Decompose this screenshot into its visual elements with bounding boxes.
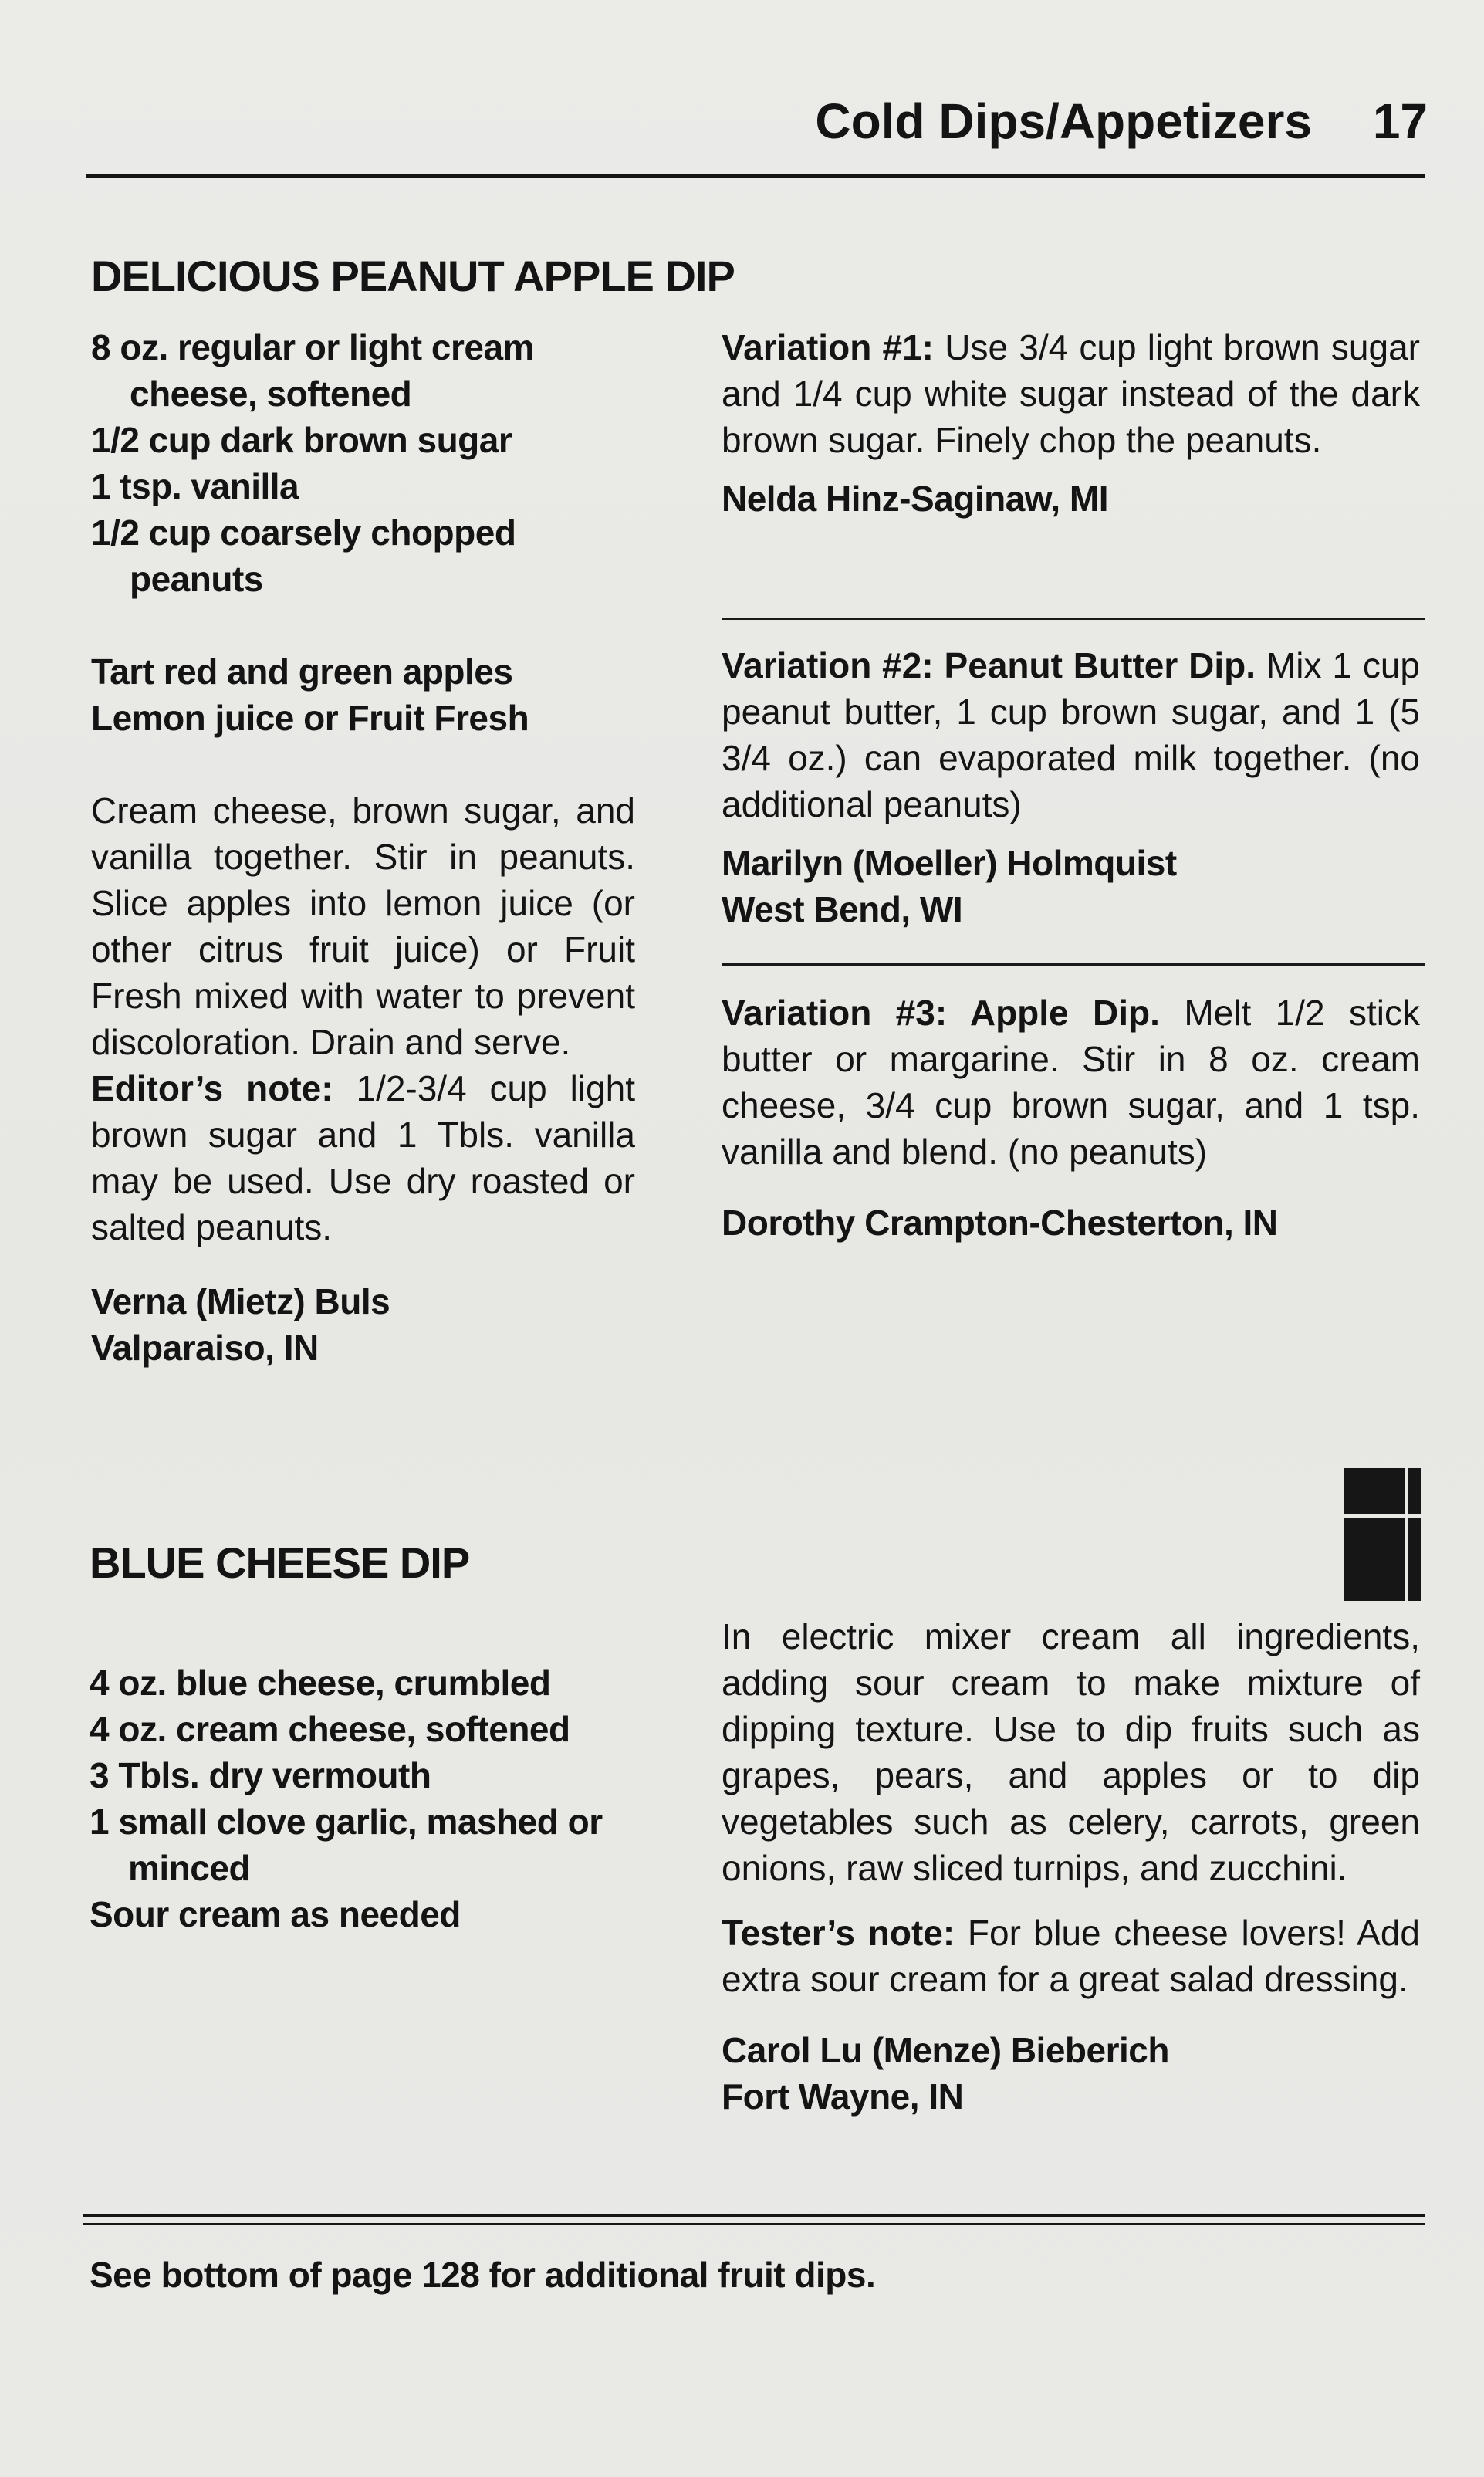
ingredient-item: 8 oz. regular or light cream cheese, softened [91,327,534,414]
variation-2-label: Variation #2: Peanut Butter Dip. [722,645,1256,685]
recipe-author [91,1278,647,1371]
variation-3-author: Dorothy Crampton-Chesterton, IN [722,1203,1278,1243]
tester-note [722,1910,1420,2002]
variation-1-label: Variation #1: [722,327,934,367]
footer-note: See bottom of page 128 for additional fruit dips. [90,2255,876,2295]
page-header [85,93,1428,156]
directions: Cream cheese, brown sugar, and vanilla together. Stir in peanuts. Slice apples into lemon juice (or other citrus fruit juice) or Fruit Fresh mixed with water to prevent discoloration. Drain and serve. [91,790,635,1062]
variation-2-text: Mix 1 cup peanut butter, 1 cup brown sugar, and 1 (5 3/4 oz.) can evaporated milk together. (no additional peanuts) [722,645,1420,824]
variation-2-block [722,642,1420,932]
header-rule [86,174,1425,178]
variation-1-text: Use 3/4 cup light brown sugar and 1/4 cup white sugar instead of the dark brown sugar. Finely chop the peanuts. [722,327,1420,460]
tab-marker-divider [1405,1468,1408,1601]
ingredient-item: 4 oz. blue cheese, crumbled [90,1663,551,1703]
ingredient-item: 1/2 cup dark brown sugar [91,420,512,460]
author-place: Valparaiso, IN [91,1328,319,1368]
variation-separator [722,618,1425,620]
page-number: 17 [1372,93,1428,149]
ingredient-item: Sour cream as needed [90,1894,461,1934]
recipe-title-blue-cheese-dip: BLUE CHEESE DIP [90,1538,470,1587]
editor-note-label: Editor’s note: [91,1068,333,1108]
editor-note [91,1065,635,1250]
author-place: Fort Wayne, IN [722,2076,964,2117]
variation-separator [722,963,1425,966]
recipe2-right-column [722,1613,1420,2120]
variation-3-text: Melt 1/2 stick butter or margarine. Stir in 8 oz. cream cheese, 3/4 cup brown sugar, and 1 tsp. vanilla and blend. (no peanuts) [722,993,1420,1172]
ingredient-item: 1/2 cup coarsely chopped peanuts [91,513,516,599]
tab-marker-divider [1344,1514,1421,1518]
ingredient-item: 4 oz. cream cheese, softened [90,1709,570,1749]
ingredient-list [91,324,647,602]
author-name: Marilyn (Moeller) Holmquist [722,843,1177,883]
ingredient-item: Lemon juice or Fruit Fresh [91,698,529,738]
variation-3 [722,990,1420,1175]
recipe1-left-column [91,324,647,1371]
ingredient-list [90,1660,645,1937]
tester-note-text: For blue cheese lovers! Add extra sour cream for a great salad dressing. [722,1913,1421,1999]
section-tab-marker [1344,1468,1421,1601]
recipe-author [722,2027,1420,2120]
ingredient-list-2 [91,648,647,741]
recipe-title-peanut-apple-dip: DELICIOUS PEANUT APPLE DIP [91,252,735,300]
recipe2-left-column [90,1660,645,1937]
tester-note-label: Tester’s note: [722,1913,955,1953]
footer-rule [83,2223,1425,2225]
footer-rule [83,2214,1425,2217]
ingredient-item: 3 Tbls. dry vermouth [90,1755,431,1795]
editor-note-text: 1/2-3/4 cup light brown sugar and 1 Tbls. vanilla may be used. Use dry roasted or salted peanuts. [91,1068,635,1247]
variation-3-label: Variation #3: Apple Dip. [722,993,1160,1033]
author-place: West Bend, WI [722,889,963,929]
variation-2 [722,642,1420,827]
ingredient-item: 1 tsp. vanilla [91,466,299,506]
author-name: Carol Lu (Menze) Bieberich [722,2030,1169,2070]
variation-2-author [722,840,1420,932]
directions: In electric mixer cream all ingredients, adding sour cream to make mixture of dipping texture. Use to dip fruits such as grapes, pears, and apples or to dip vegetables such as celery, carrots, green onions, raw sliced turnips, and zucchini. [722,1616,1420,1888]
ingredient-item: Tart red and green apples [91,651,513,692]
variation-1-author: Nelda Hinz-Saginaw, MI [722,479,1109,519]
variation-1 [722,324,1420,463]
section-title: Cold Dips/Appetizers [815,93,1312,149]
author-name: Verna (Mietz) Buls [91,1281,390,1321]
variation-3-block [722,990,1420,1246]
recipe1-right-column [722,324,1420,522]
ingredient-item: 1 small clove garlic, mashed or minced [90,1802,603,1888]
